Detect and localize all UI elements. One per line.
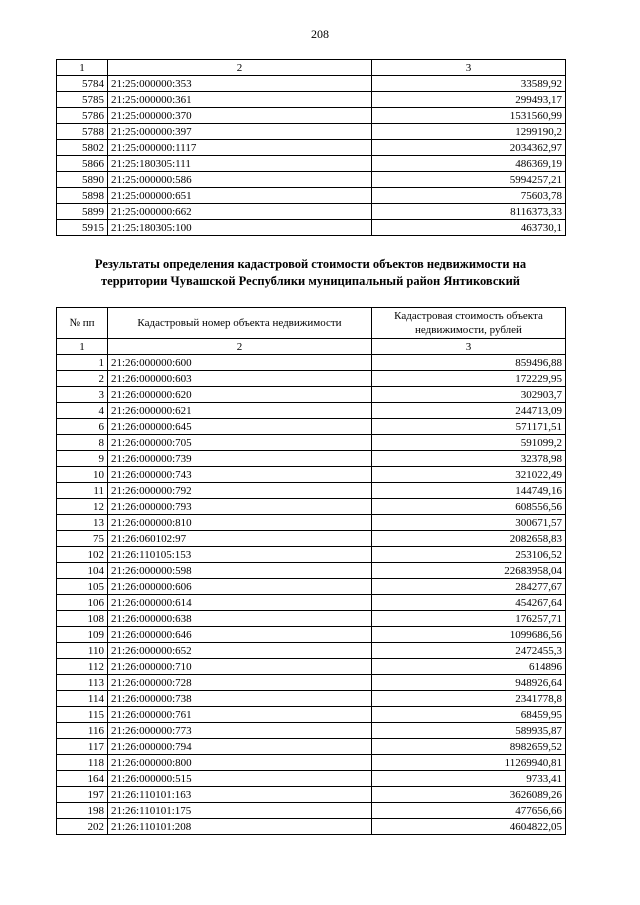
table-row xyxy=(57,108,566,124)
table-row xyxy=(57,172,566,188)
column-number: 3 xyxy=(372,339,566,355)
cadastral-value-cell: 486369,19 xyxy=(372,156,566,172)
table-row xyxy=(57,451,566,467)
header-row xyxy=(57,308,566,339)
cadastral-value-cell: 948926,64 xyxy=(372,675,566,691)
cadastral-number-cell: 21:26:000000:603 xyxy=(108,371,372,387)
table-row xyxy=(57,627,566,643)
cadastral-value-cell: 300671,57 xyxy=(372,515,566,531)
row-number-cell: 109 xyxy=(57,627,108,643)
cadastral-value-cell: 1099686,56 xyxy=(372,627,566,643)
cadastral-table-continued xyxy=(56,59,566,236)
cadastral-value-cell: 244713,09 xyxy=(372,403,566,419)
cadastral-number-cell: 21:26:110105:153 xyxy=(108,547,372,563)
cadastral-number-cell: 21:26:060102:97 xyxy=(108,531,372,547)
row-number-cell: 198 xyxy=(57,803,108,819)
cadastral-value-cell: 172229,95 xyxy=(372,371,566,387)
cadastral-number-cell: 21:26:000000:793 xyxy=(108,499,372,515)
cadastral-number-cell: 21:25:000000:353 xyxy=(108,76,372,92)
row-number-cell: 9 xyxy=(57,451,108,467)
row-number-cell: 5785 xyxy=(57,92,108,108)
cadastral-number-cell: 21:26:000000:792 xyxy=(108,483,372,499)
cadastral-number-cell: 21:25:180305:100 xyxy=(108,220,372,236)
header-cell-number: № пп xyxy=(57,308,108,339)
cadastral-value-cell: 608556,56 xyxy=(372,499,566,515)
cadastral-value-cell: 3626089,26 xyxy=(372,787,566,803)
row-number-cell: 108 xyxy=(57,611,108,627)
row-number-cell: 105 xyxy=(57,579,108,595)
column-number: 1 xyxy=(57,60,108,76)
table-row xyxy=(57,499,566,515)
header-cell-cadastral-value: Кадастровая стоимость объекта недвижимости, рублей xyxy=(372,308,566,339)
cadastral-number-cell: 21:26:000000:728 xyxy=(108,675,372,691)
cadastral-number-cell: 21:25:000000:1117 xyxy=(108,140,372,156)
table-row xyxy=(57,419,566,435)
cadastral-number-cell: 21:26:000000:738 xyxy=(108,691,372,707)
table-row xyxy=(57,787,566,803)
row-number-cell: 114 xyxy=(57,691,108,707)
row-number-cell: 11 xyxy=(57,483,108,499)
cadastral-value-cell: 4604822,05 xyxy=(372,819,566,835)
table-body xyxy=(57,60,566,236)
table-row xyxy=(57,611,566,627)
table-row xyxy=(57,739,566,755)
column-numbers-row xyxy=(57,60,566,76)
cadastral-value-cell: 1531560,99 xyxy=(372,108,566,124)
row-number-cell: 102 xyxy=(57,547,108,563)
cadastral-number-cell: 21:25:000000:586 xyxy=(108,172,372,188)
cadastral-table-yantikovsky xyxy=(56,307,566,835)
section-title-line: Результаты определения кадастровой стоимости объектов недвижимости на xyxy=(94,257,527,271)
table-row xyxy=(57,531,566,547)
table-row xyxy=(57,76,566,92)
cadastral-value-cell: 463730,1 xyxy=(372,220,566,236)
cadastral-number-cell: 21:26:000000:620 xyxy=(108,387,372,403)
cadastral-number-cell: 21:26:000000:773 xyxy=(108,723,372,739)
cadastral-value-cell: 5994257,21 xyxy=(372,172,566,188)
cadastral-value-cell: 11269940,81 xyxy=(372,755,566,771)
table-row xyxy=(57,140,566,156)
row-number-cell: 164 xyxy=(57,771,108,787)
row-number-cell: 5898 xyxy=(57,188,108,204)
table-row xyxy=(57,483,566,499)
row-number-cell: 8 xyxy=(57,435,108,451)
row-number-cell: 113 xyxy=(57,675,108,691)
table-row xyxy=(57,771,566,787)
row-number-cell: 6 xyxy=(57,419,108,435)
header-cell-cadastral-number: Кадастровый номер объекта недвижимости xyxy=(108,308,372,339)
cadastral-value-cell: 321022,49 xyxy=(372,467,566,483)
cadastral-value-cell: 284277,67 xyxy=(372,579,566,595)
table-body xyxy=(57,308,566,835)
cadastral-number-cell: 21:26:000000:810 xyxy=(108,515,372,531)
cadastral-value-cell: 8116373,33 xyxy=(372,204,566,220)
row-number-cell: 116 xyxy=(57,723,108,739)
table-row xyxy=(57,355,566,371)
row-number-cell: 106 xyxy=(57,595,108,611)
cadastral-value-cell: 32378,98 xyxy=(372,451,566,467)
table-row xyxy=(57,579,566,595)
cadastral-value-cell: 299493,17 xyxy=(372,92,566,108)
cadastral-value-cell: 571171,51 xyxy=(372,419,566,435)
section-title-line: территории Чувашской Республики муниципальный район Янтиковский xyxy=(101,274,520,288)
row-number-cell: 12 xyxy=(57,499,108,515)
table-row xyxy=(57,387,566,403)
cadastral-value-cell: 477656,66 xyxy=(372,803,566,819)
row-number-cell: 5890 xyxy=(57,172,108,188)
table-row xyxy=(57,643,566,659)
cadastral-value-cell: 589935,87 xyxy=(372,723,566,739)
cadastral-number-cell: 21:26:000000:652 xyxy=(108,643,372,659)
table-row xyxy=(57,563,566,579)
table-row xyxy=(57,675,566,691)
cadastral-number-cell: 21:26:000000:598 xyxy=(108,563,372,579)
table-row xyxy=(57,371,566,387)
table-row xyxy=(57,188,566,204)
row-number-cell: 13 xyxy=(57,515,108,531)
cadastral-value-cell: 614896 xyxy=(372,659,566,675)
column-number: 3 xyxy=(372,60,566,76)
row-number-cell: 10 xyxy=(57,467,108,483)
cadastral-number-cell: 21:26:110101:175 xyxy=(108,803,372,819)
cadastral-value-cell: 591099,2 xyxy=(372,435,566,451)
cadastral-number-cell: 21:26:110101:163 xyxy=(108,787,372,803)
row-number-cell: 202 xyxy=(57,819,108,835)
table-row xyxy=(57,204,566,220)
row-number-cell: 5899 xyxy=(57,204,108,220)
row-number-cell: 110 xyxy=(57,643,108,659)
cadastral-value-cell: 144749,16 xyxy=(372,483,566,499)
table-row xyxy=(57,659,566,675)
row-number-cell: 104 xyxy=(57,563,108,579)
row-number-cell: 2 xyxy=(57,371,108,387)
column-number: 1 xyxy=(57,339,108,355)
table-row xyxy=(57,467,566,483)
cadastral-value-cell: 302903,7 xyxy=(372,387,566,403)
row-number-cell: 1 xyxy=(57,355,108,371)
table-row xyxy=(57,819,566,835)
cadastral-number-cell: 21:25:000000:361 xyxy=(108,92,372,108)
table-row xyxy=(57,755,566,771)
row-number-cell: 75 xyxy=(57,531,108,547)
cadastral-value-cell: 33589,92 xyxy=(372,76,566,92)
cadastral-number-cell: 21:26:000000:743 xyxy=(108,467,372,483)
cadastral-number-cell: 21:26:000000:705 xyxy=(108,435,372,451)
row-number-cell: 115 xyxy=(57,707,108,723)
cadastral-number-cell: 21:26:000000:761 xyxy=(108,707,372,723)
table-row xyxy=(57,515,566,531)
table-row xyxy=(57,435,566,451)
cadastral-value-cell: 454267,64 xyxy=(372,595,566,611)
cadastral-number-cell: 21:26:110101:208 xyxy=(108,819,372,835)
cadastral-value-cell: 22683958,04 xyxy=(372,563,566,579)
cadastral-number-cell: 21:26:000000:515 xyxy=(108,771,372,787)
cadastral-number-cell: 21:25:180305:111 xyxy=(108,156,372,172)
cadastral-value-cell: 68459,95 xyxy=(372,707,566,723)
cadastral-value-cell: 8982659,52 xyxy=(372,739,566,755)
row-number-cell: 197 xyxy=(57,787,108,803)
cadastral-value-cell: 253106,52 xyxy=(372,547,566,563)
row-number-cell: 3 xyxy=(57,387,108,403)
table-row xyxy=(57,124,566,140)
row-number-cell: 4 xyxy=(57,403,108,419)
table-row xyxy=(57,723,566,739)
cadastral-number-cell: 21:26:000000:600 xyxy=(108,355,372,371)
table-row xyxy=(57,220,566,236)
row-number-cell: 112 xyxy=(57,659,108,675)
table-row xyxy=(57,156,566,172)
table-row xyxy=(57,595,566,611)
row-number-cell: 118 xyxy=(57,755,108,771)
cadastral-number-cell: 21:25:000000:651 xyxy=(108,188,372,204)
cadastral-number-cell: 21:26:000000:621 xyxy=(108,403,372,419)
page-number: 208 xyxy=(311,27,329,41)
cadastral-number-cell: 21:26:000000:614 xyxy=(108,595,372,611)
row-number-cell: 5784 xyxy=(57,76,108,92)
cadastral-number-cell: 21:26:000000:645 xyxy=(108,419,372,435)
cadastral-number-cell: 21:26:000000:794 xyxy=(108,739,372,755)
cadastral-number-cell: 21:26:000000:710 xyxy=(108,659,372,675)
cadastral-number-cell: 21:26:000000:606 xyxy=(108,579,372,595)
cadastral-number-cell: 21:25:000000:370 xyxy=(108,108,372,124)
cadastral-number-cell: 21:25:000000:397 xyxy=(108,124,372,140)
table-row xyxy=(57,691,566,707)
cadastral-number-cell: 21:26:000000:638 xyxy=(108,611,372,627)
cadastral-value-cell: 859496,88 xyxy=(372,355,566,371)
row-number-cell: 5866 xyxy=(57,156,108,172)
row-number-cell: 117 xyxy=(57,739,108,755)
cadastral-value-cell: 9733,41 xyxy=(372,771,566,787)
cadastral-value-cell: 176257,71 xyxy=(372,611,566,627)
cadastral-number-cell: 21:26:000000:800 xyxy=(108,755,372,771)
column-number: 2 xyxy=(108,339,372,355)
cadastral-value-cell: 2341778,8 xyxy=(372,691,566,707)
cadastral-value-cell: 2082658,83 xyxy=(372,531,566,547)
cadastral-value-cell: 2034362,97 xyxy=(372,140,566,156)
table-row xyxy=(57,92,566,108)
column-numbers-row xyxy=(57,339,566,355)
cadastral-value-cell: 75603,78 xyxy=(372,188,566,204)
row-number-cell: 5802 xyxy=(57,140,108,156)
table-row xyxy=(57,707,566,723)
cadastral-number-cell: 21:26:000000:739 xyxy=(108,451,372,467)
cadastral-value-cell: 2472455,3 xyxy=(372,643,566,659)
section-title xyxy=(56,256,565,290)
table-row xyxy=(57,403,566,419)
cadastral-number-cell: 21:25:000000:662 xyxy=(108,204,372,220)
table-row xyxy=(57,547,566,563)
row-number-cell: 5915 xyxy=(57,220,108,236)
cadastral-number-cell: 21:26:000000:646 xyxy=(108,627,372,643)
cadastral-value-cell: 1299190,2 xyxy=(372,124,566,140)
row-number-cell: 5788 xyxy=(57,124,108,140)
column-number: 2 xyxy=(108,60,372,76)
table-row xyxy=(57,803,566,819)
row-number-cell: 5786 xyxy=(57,108,108,124)
